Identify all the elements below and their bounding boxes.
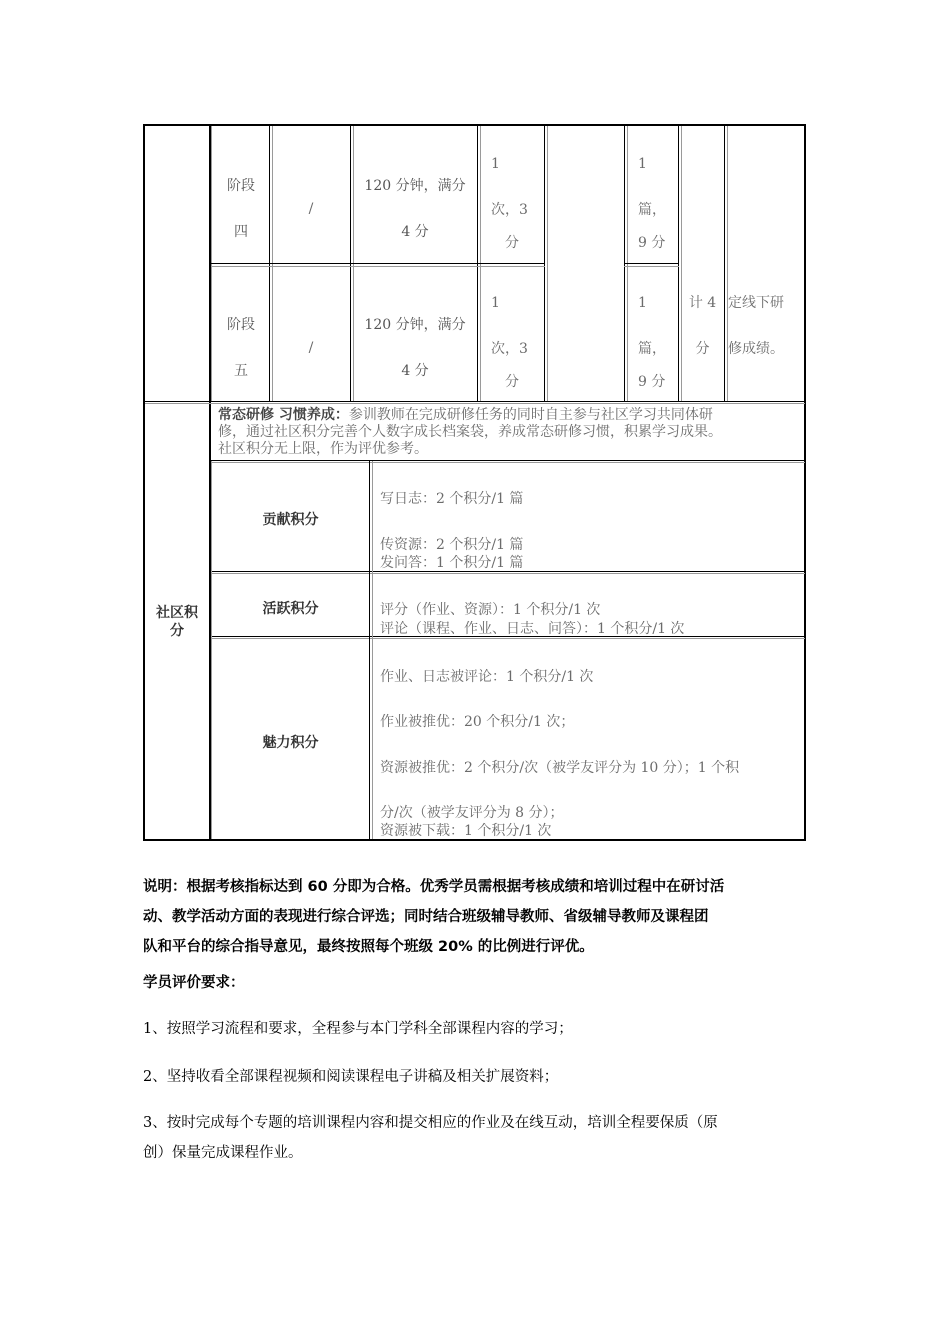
community-label: 社区积 分 <box>156 605 198 639</box>
requirement-item: 1、按照学习流程和要求，全程参与本门学科全部课程内容的学习； <box>143 1021 573 1037</box>
table-border-left <box>143 124 145 841</box>
requirement-item: 2、坚持收看全部课程视频和阅读课程电子讲稿及相关扩展资料； <box>143 1069 559 1085</box>
slash-cell: / <box>308 201 314 217</box>
essay-cell: 1 篇， 9 分 <box>638 156 666 251</box>
essay-cell: 1 篇， 9 分 <box>638 295 666 390</box>
requirement-item: 3、按时完成每个专题的培训课程内容和提交相应的作业及在线互动，培训全程要保质（原 创）保量完成课程作业。 <box>143 1115 718 1161</box>
note-cell: 定线下研 修成绩。 <box>728 295 784 357</box>
total-cell: 计 4 分 <box>688 295 717 357</box>
count-cell: 1 次，3 分 <box>491 156 528 251</box>
category-name: 魅力积分 <box>262 735 319 751</box>
requirements-title: 学员评价要求： <box>143 975 245 991</box>
stage-label: 阶段 四 <box>227 178 255 240</box>
table-border-right <box>804 124 806 841</box>
duration-cell: 120 分钟，满分 4 分 <box>364 178 466 240</box>
slash-cell: / <box>308 340 314 356</box>
table-border-top <box>143 124 806 126</box>
category-name: 贡献积分 <box>262 512 319 528</box>
duration-cell: 120 分钟，满分 4 分 <box>364 317 466 379</box>
explanation-paragraph: 说明：根据考核指标达到 60 分即为合格。优秀学员需根据考核成绩和培训过程中在研讨活 动、教学活动方面的表现进行综合评选；同时结合班级辅导教师、省级辅导教师及课程团 队和平台的综合指导意见，最终按照每个班级 20% 的比例进行评优。 <box>143 879 725 955</box>
count-cell: 1 次，3 分 <box>491 295 528 390</box>
stage-label: 阶段 五 <box>227 317 255 379</box>
category-name: 活跃积分 <box>262 601 319 617</box>
community-intro: 常态研修 习惯养成：参训教师在完成研修任务的同时自主参与社区学习共同体研 修，通过社区积分完善个人数字成长档案袋，养成常态研修习惯，积累学习成果。 社区积分无上限，作为评优参考。 <box>218 407 722 457</box>
